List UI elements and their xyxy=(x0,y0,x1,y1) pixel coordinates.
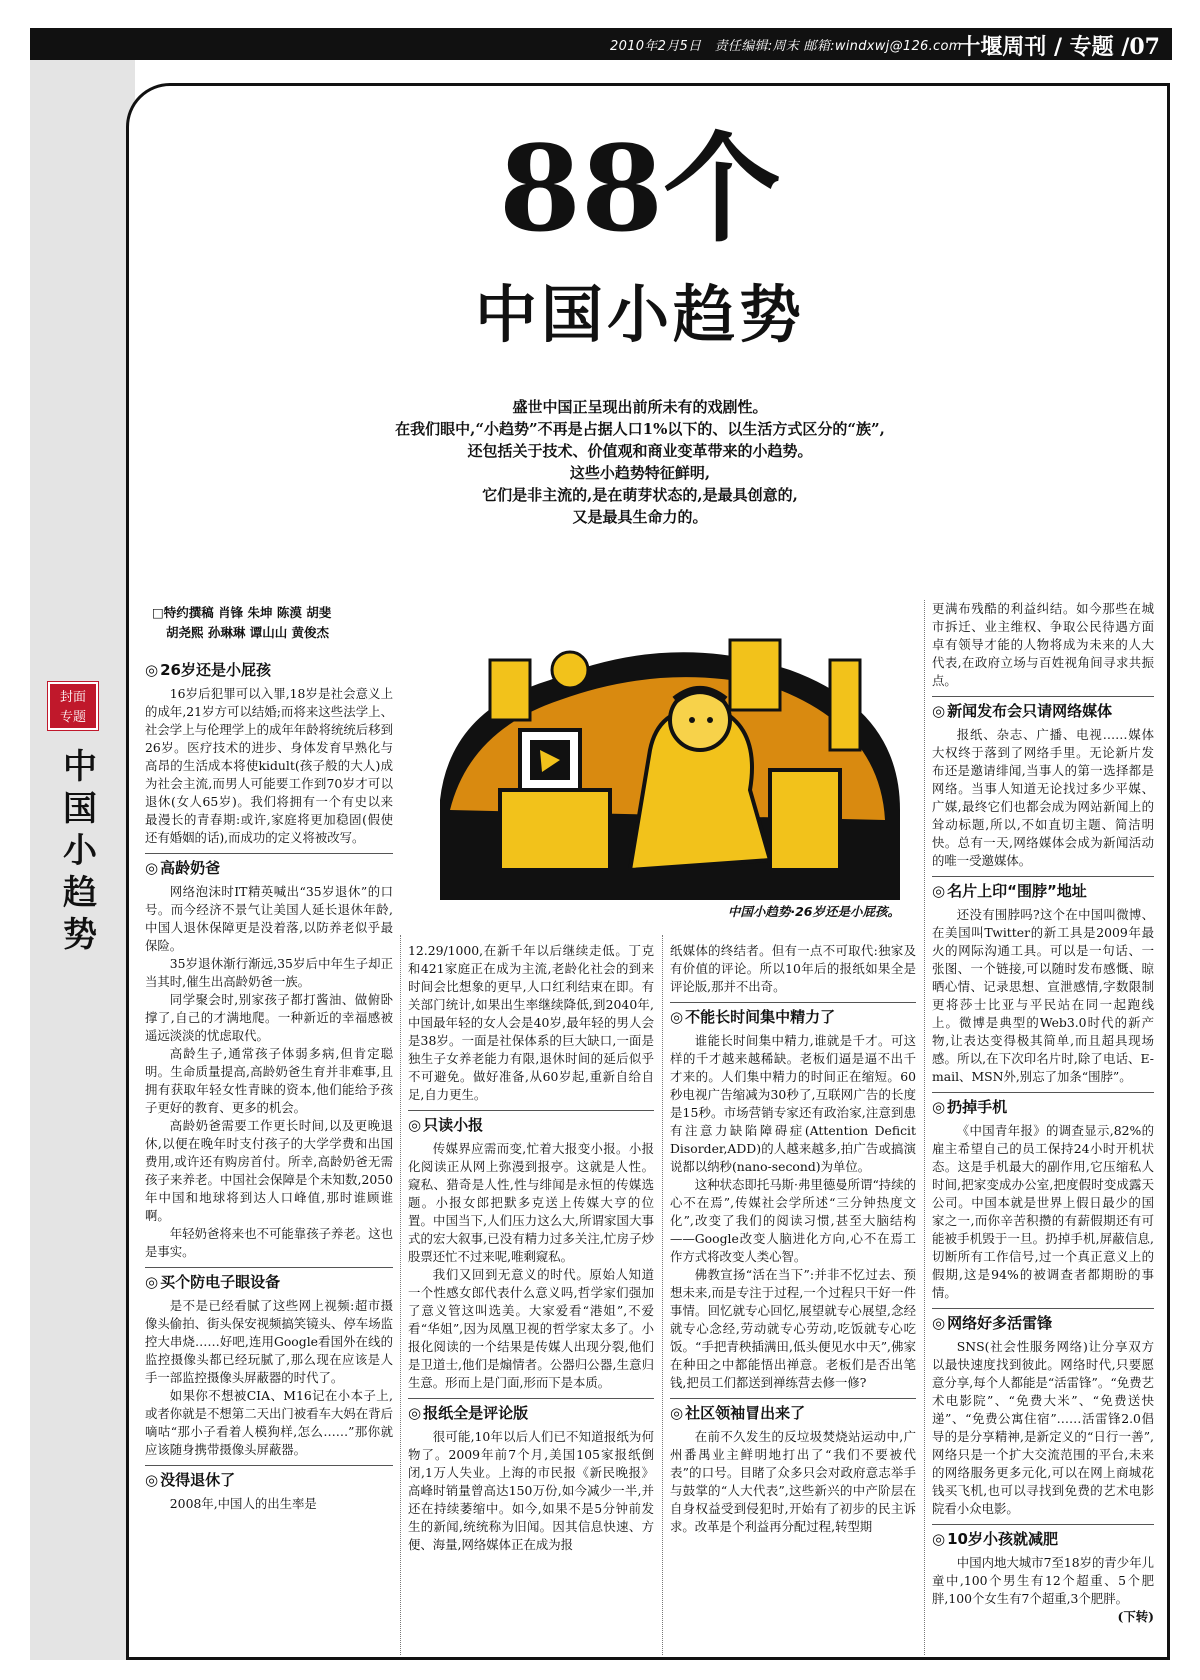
lead-line: 这些小趋势特征鲜明, xyxy=(569,464,711,482)
byline-line1: □特约撰稿 肖锋 朱坤 陈漠 胡斐 xyxy=(152,605,332,620)
paragraph: 佛教宣扬“活在当下”:并非不忆过去、预想未来,而是专注于过程,一个过程只干好一件事情。回忆就专心回忆,展望就专心展望,念经就专心念经,劳动就专心劳动,吃饭就专心吃饭。“手把青秧插满田,低头便见水中天”,佛家在种田之中都能悟出禅意。老板们是否出笔钱,把员工们都送到禅练营去修一修? xyxy=(670,1267,916,1390)
paragraph: 12.29/1000,在新千年以后继续走低。丁克和421家庭正在成为主流,老龄化社会的到来时间会比想象的更早,人口红利结束在即。有关部门统计,如果出生率继续降低,到2040年,中国最年轻的女人会是40岁,最年轻的男人会是38岁。一面是社保体系的巨大缺口,一面是独生子女养老能力有限,退休时间的延后似乎不可避免。做好准备,从60岁起,重新自给自足,自力更生。 xyxy=(408,943,654,1102)
byline-line2: 胡尧熙 孙琳琳 谭山山 黄俊杰 xyxy=(166,625,330,640)
section-heading: ◎ 高龄奶爸 xyxy=(145,853,393,877)
paragraph: 在前不久发生的反垃圾焚烧站运动中,广州番禺业主鲜明地打出了“我们不要被代表”的口号。目睹了众多只会对政府意志举手与鼓掌的“人大代表”,这些新兴的中产阶层在自身权益受到侵犯时,开始有了初步的民主诉求。改革是个利益再分配过程,转型期 xyxy=(670,1429,916,1534)
cartoon-illustration xyxy=(430,600,910,900)
paragraph: 35岁退休渐行渐远,35岁后中年生子却正当其时,催生出高龄奶爸一族。 xyxy=(145,956,393,989)
section-heading: ◎ 社区领袖冒出来了 xyxy=(670,1398,916,1422)
paragraph: 纸媒体的终结者。但有一点不可取代:独家及有价值的评论。所以10年后的报纸如果全是评论版,那并不出奇。 xyxy=(670,943,916,994)
header-bar xyxy=(30,28,1172,60)
column-3 xyxy=(670,942,916,1536)
byline xyxy=(152,603,402,643)
headline-sub: 中国小趋势 xyxy=(474,278,805,351)
vertical-title-char: 趋 xyxy=(63,873,97,913)
paragraph: 是不是已经看腻了这些网上视频:超市摄像头偷拍、街头保安视频搞笑镜头、停车场监控大串烧……好吧,连用Google看国外在线的监控摄像头都已经玩腻了,那么现在应该是人手一部监控摄像头屏蔽器的时代了。 xyxy=(145,1298,393,1385)
publication-brand: 十堰周刊 / 专题 /07 xyxy=(958,34,1160,60)
column-1 xyxy=(145,650,393,1513)
section-heading: ◎ 买个防电子眼设备 xyxy=(145,1267,393,1291)
column-4 xyxy=(932,600,1154,1626)
paragraph: 报纸、杂志、广播、电视……媒体大权终于落到了网络手里。无论新片发布还是邀请绯闻,当事人的第一选择都是网络。当事人知道无论找过多少平媒、广媒,最终它们也都会成为网站新闻上的耸动标题,所以,不如直切主题、简洁明快。总有一天,网络媒体会成为新闻活动的唯一受邀媒体。 xyxy=(932,727,1154,868)
illustration-caption: 中国小趋势·26岁还是小屁孩。 xyxy=(727,904,900,919)
lead-line: 在我们眼中,“小趋势”不再是占据人口1%以下的、以生活方式区分的“族”, xyxy=(395,420,885,438)
lead-line: 还包括关于技术、价值观和商业变革带来的小趋势。 xyxy=(467,442,813,460)
column-divider xyxy=(400,935,401,1655)
paragraph: 这种状态即托马斯·弗里德曼所谓“持续的心不在焉”,传媒社会学所述“三分钟热度文化”,改变了我们的阅读习惯,甚至大脑结构——Google改变人脑进化方向,心不在焉工作方式将改变人类心智。 xyxy=(670,1177,916,1264)
headline-main: 88个 xyxy=(498,119,782,258)
paragraph: 谁能长时间集中精力,谁就是千才。可这样的千才越来越稀缺。老板们逼是逼不出千才来的。人们集中精力的时间正在缩短。60秒电视广告缩减为30秒了,互联网广告的长度是15秒。市场营销专家还有政治家,注意到患有注意力缺陷障碍症(Attention Deficit Disorder,ADD)的人越来越多,拍广告或搞演说都以纳秒(nano-second)为单位。 xyxy=(670,1033,916,1174)
lead-line: 又是最具生命力的。 xyxy=(572,508,708,526)
paragraph: 《中国青年报》的调查显示,82%的雇主希望自己的员工保持24小时开机状态。这是手机最大的副作用,它压缩私人时间,把家变成办公室,把度假时变成露天公司。中国本就是世界上假日最少的国家之一,而你辛苦积攒的有薪假期还有可能被手机毁于一旦。扔掉手机,屏蔽信息,切断所有工作信号,过一个真正意义上的假期,这是94%的被调查者都期盼的事情。 xyxy=(932,1123,1154,1300)
paragraph: 年轻奶爸将来也不可能靠孩子养老。这也是事实。 xyxy=(145,1226,393,1259)
section-heading: ◎ 只读小报 xyxy=(408,1110,654,1134)
column-divider xyxy=(924,600,925,1655)
vertical-title-char: 势 xyxy=(63,915,97,955)
vertical-title-char: 中 xyxy=(63,747,97,787)
vertical-title xyxy=(58,746,102,956)
paragraph: 中国内地大城市7至18岁的青少年儿童中,100个男生有12个超重、5个肥胖,100个女生有7个超重,3个肥胖。 xyxy=(932,1555,1154,1606)
section-heading: ◎ 扔掉手机 xyxy=(932,1092,1154,1116)
section-tag xyxy=(48,682,98,730)
paragraph: 同学聚会时,别家孩子都打酱油、做俯卧撑了,自己的才满地爬。一种新近的幸福感被遥远淡淡的忧虑取代。 xyxy=(145,992,393,1043)
section-heading: ◎ 新闻发布会只请网络媒体 xyxy=(932,696,1154,720)
column-divider xyxy=(662,935,663,1655)
paragraph: 16岁后犯罪可以入罪,18岁是社会意义上的成年,21岁方可以结婚;而将来这些法学上、社会学上与伦理学上的成年年龄将统统后移到26岁。医疗技术的进步、身体发育早熟化与高昂的生活成本将使kidult(孩子般的大人)成为社会主流,而男人可能要工作到70岁才可以退休(女人65岁)。我们将拥有一个有史以来最漫长的青春期:或许,家庭将更加稳固(假使还有婚姻的话),而成功的定义将被改写。 xyxy=(145,686,393,845)
section-heading: ◎ 26岁还是小屁孩 xyxy=(145,656,393,679)
lead-paragraph xyxy=(300,396,980,528)
section-heading: ◎ 不能长时间集中精力了 xyxy=(670,1002,916,1026)
section-heading: ◎ 名片上印“围脖”地址 xyxy=(932,876,1154,900)
paragraph: 我们又回到无意义的时代。原始人知道一个性感女郎代表什么意义吗,哲学家们强加了意义管这叫选美。大家爱看“港姐”,不爱看“华姐”,因为凤凰卫视的哲学家太多了。小报化阅读的一个结果是传媒人出现分裂,他们是卫道士,他们是煽情者。公器归公器,生意归生意。形而上是门面,形而下是本质。 xyxy=(408,1267,654,1390)
section-heading: ◎ 报纸全是评论版 xyxy=(408,1398,654,1422)
column-2 xyxy=(408,942,654,1554)
paragraph: 高龄生子,通常孩子体弱多病,但肯定聪明。生命质量提高,高龄奶爸生育并非难事,且拥有获取年轻女性青睐的资本,他们能给予孩子更好的教育、更多的机会。 xyxy=(145,1046,393,1115)
section-tag-line2: 专题 xyxy=(59,710,86,725)
lead-line: 盛世中国正呈现出前所未有的戏剧性。 xyxy=(512,398,768,416)
vertical-title-char: 国 xyxy=(63,789,97,829)
paragraph: 高龄奶爸需要工作更长时间,以及更晚退休,以便在晚年时支付孩子的大学学费和出国费用,或许还有购房首付。所幸,高龄奶爸无需孩子来养老。中国社会保障是个未知数,2050年中国和地球将到达人口峰值,那时谁顾谁啊。 xyxy=(145,1118,393,1223)
vertical-title-char: 小 xyxy=(63,831,97,871)
paragraph: 更满布残酷的利益纠结。如今那些在城市拆迁、业主维权、争取公民待遇方面卓有领导才能的人物将成为未来的人大代表,在政府立场与百姓视角间寻求共振点。 xyxy=(932,601,1154,688)
paragraph: 还没有围脖吗?这个在中国叫微博、在美国叫Twitter的新工具是2009年最火的网际沟通工具。可以是一句话、一张图、一个链接,可以随时发布感慨、晾晒心情、记录思想、宣泄感情,字数限制更将莎士比亚与平民站在同一起跑线上。微博是典型的Web3.0时代的新产物,让表达变得极其简单,而且超具现场感。所以,在下次印名片时,除了电话、E-mail、MSN外,别忘了加条“围脖”。 xyxy=(932,907,1154,1084)
lead-line: 它们是非主流的,是在萌芽状态的,是最具创意的, xyxy=(482,486,798,504)
paragraph: 网络泡沫时IT精英喊出“35岁退休”的口号。而今经济不景气让美国人延长退休年龄,中国人退休保障更是没着落,以防养老似乎最保险。 xyxy=(145,884,393,953)
paragraph: SNS(社会性服务网络)让分享双方以最快速度找到彼此。网络时代,只要愿意分享,每个人都能是“活雷锋”。“免费艺术电影院”、“免费大米”、“免费送快递”、“免费公寓住宿”……活雷锋2.0倡导的是分享精神,是新定义的“日行一善”,网络只是一个扩大交流范围的平台,未来的网络服务更多元化,可以在网上商城花钱买飞机,也可以寻找到免费的艺术电影院看小众电影。 xyxy=(932,1339,1154,1516)
issue-meta: 2010年2月5日 责任编辑:周末 邮箱:windxwj@126.com xyxy=(610,39,962,54)
continued-marker: (下转) xyxy=(1117,1609,1154,1624)
paragraph: 很可能,10年以后人们已不知道报纸为何物了。2009年前7个月,美国105家报纸倒闭,1万人失业。上海的市民报《新民晚报》高峰时销量曾高达150万份,如今减少一半,并还在持续萎缩中。如今,如果不是5分钟前发生的新闻,统统称为旧闻。因其信息快速、方便、海量,网络媒体正在成为报 xyxy=(408,1429,654,1552)
section-tag-line1: 封面 xyxy=(59,690,86,705)
paragraph: 2008年,中国人的出生率是 xyxy=(169,1496,317,1511)
section-heading: ◎ 没得退休了 xyxy=(145,1465,393,1489)
paragraph: 如果你不想被CIA、M16记在小本子上,或者你就是不想第二天出门被看车大妈在背后嘀咕“那小子看着人模狗样,怎么……”那你就应该随身携带摄像头屏蔽器。 xyxy=(145,1388,393,1457)
section-heading: ◎ 网络好多活雷锋 xyxy=(932,1308,1154,1332)
paragraph: 传媒界应需而变,忙着大报变小报。小报化阅读正从网上弥漫到报亭。这就是人性。窥私、猎奇是人性,性与绯闻是永恒的传媒选题。小报女郎把默多克送上传媒大亨的位置。中国当下,人们压力这么大,所谓家国大事式的宏大叙事,已没有精力过多关注,忙房子炒股票还忙不过来呢,唯剩窥私。 xyxy=(408,1141,654,1264)
section-heading: ◎ 10岁小孩就减肥 xyxy=(932,1524,1154,1548)
